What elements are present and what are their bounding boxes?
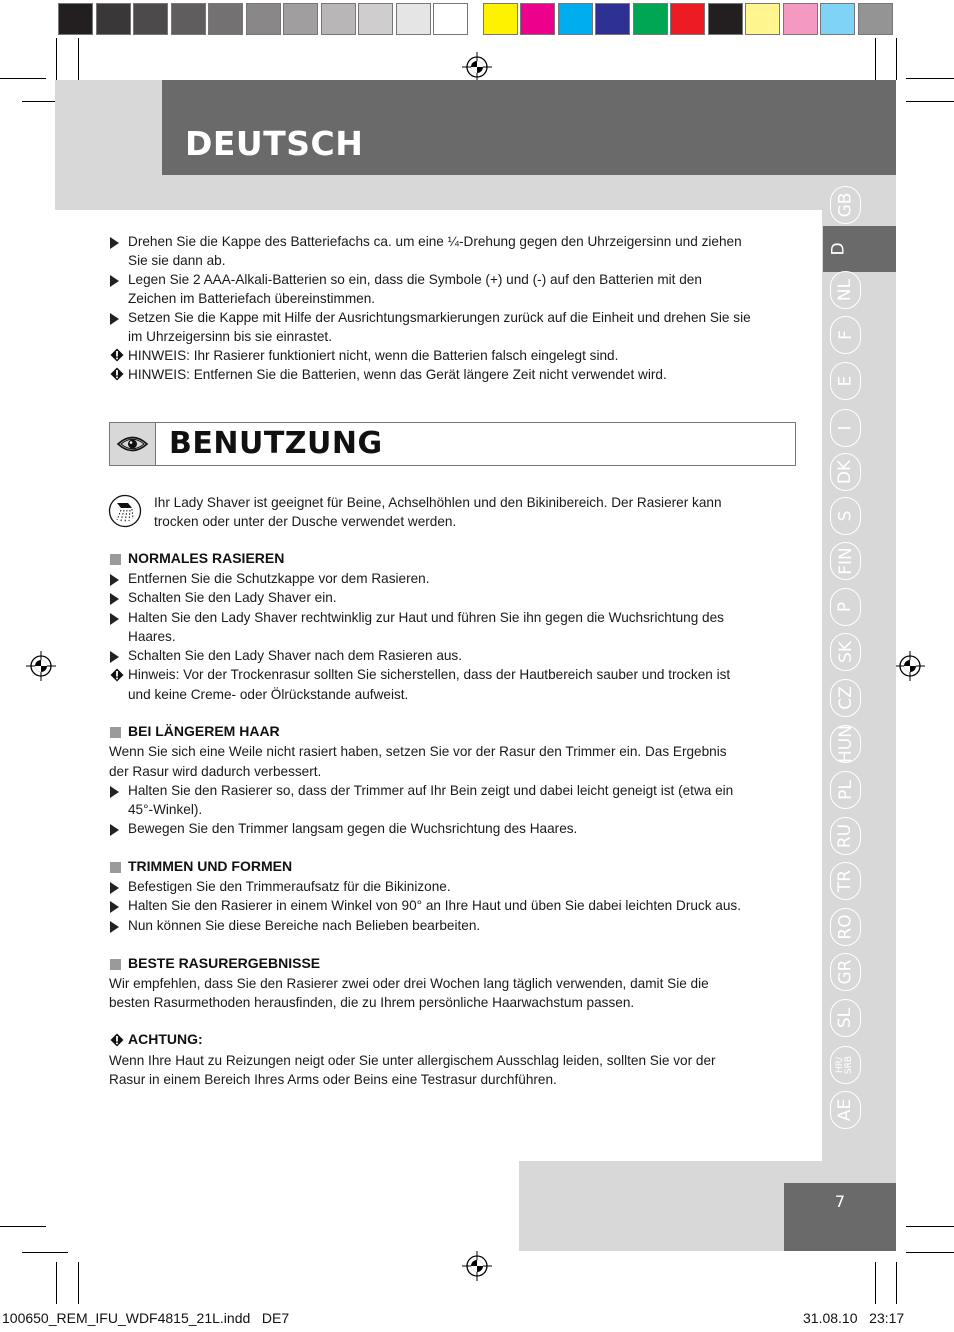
language-tab-ru[interactable]	[830, 817, 861, 855]
crop-mark	[0, 1226, 46, 1227]
heading-square-icon	[110, 554, 121, 565]
instruction-text: Halten Sie den Rasierer so, dass der Trimmer auf Ihr Bein zeigt und dabei leicht geneigt ist (etwa ein	[128, 783, 734, 798]
language-tab-gr[interactable]	[830, 953, 861, 991]
language-tab-hrsrb[interactable]	[830, 1046, 861, 1084]
language-tab-p[interactable]	[830, 588, 861, 626]
language-tab-label: HR/ SRB	[835, 1055, 855, 1075]
warning-icon	[110, 1033, 124, 1047]
language-tab-label: FIN	[835, 547, 856, 575]
bullet-arrow-icon	[110, 921, 119, 933]
color-swatch	[558, 3, 593, 35]
heading-square-icon	[110, 862, 121, 873]
bullet-arrow-icon	[110, 824, 119, 836]
language-tab-label: S	[835, 510, 856, 522]
frame-top-band	[162, 175, 822, 210]
note-text: und keine Creme- oder Ölrückstande aufweist.	[128, 687, 409, 702]
language-tab-label: AE	[835, 1098, 856, 1122]
crop-mark	[56, 38, 57, 80]
bullet-arrow-icon	[110, 901, 119, 913]
instruction-text: Zeichen im Batteriefach übereinstimmen.	[128, 291, 376, 306]
bullet-arrow-icon	[110, 882, 119, 894]
gray-swatch	[358, 3, 393, 35]
language-tab-label: E	[835, 375, 856, 387]
color-swatch	[820, 3, 855, 35]
subsection-heading: BEI LÄNGEREM HAAR	[128, 723, 280, 739]
registration-mark-icon	[895, 651, 925, 681]
crop-mark	[906, 101, 954, 102]
bullet-arrow-icon	[110, 651, 119, 663]
gray-swatch	[171, 3, 206, 35]
section-icon-cell	[110, 423, 156, 465]
bullet-arrow-icon	[110, 275, 119, 287]
color-swatch	[708, 3, 743, 35]
gray-swatch	[96, 3, 131, 35]
crop-mark	[875, 1262, 876, 1304]
bullet-arrow-icon	[110, 593, 119, 605]
color-swatch	[595, 3, 630, 35]
language-tab-sk[interactable]	[830, 633, 861, 671]
instruction-text: im Uhrzeigersinn bis sie einrastet.	[128, 329, 332, 344]
language-tab-label: P	[835, 601, 856, 613]
color-swatch	[745, 3, 780, 35]
crop-mark	[78, 38, 79, 80]
crop-mark	[896, 1262, 897, 1304]
instruction-text: Befestigen Sie den Trimmeraufsatz für die Bikinizone.	[128, 879, 451, 894]
crop-mark	[56, 1262, 57, 1304]
color-swatch	[483, 3, 518, 35]
paragraph-text: der Rasur wird dadurch verbessert.	[109, 764, 322, 779]
color-swatch	[520, 3, 555, 35]
subsection-heading: TRIMMEN UND FORMEN	[128, 858, 293, 874]
gray-swatch	[58, 3, 93, 35]
language-tab-ae[interactable]	[830, 1091, 861, 1129]
color-swatch	[858, 3, 893, 35]
subsection-heading: BESTE RASURERGEBNISSE	[128, 955, 321, 971]
bullet-arrow-icon	[110, 574, 119, 586]
instruction-text: Sie sie dann ab.	[128, 253, 226, 268]
page-number: 7	[834, 1192, 846, 1211]
note-text: Hinweis: Vor der Trockenrasur sollten Sie sicherstellen, dass der Hautbereich sauber und trocken ist	[128, 667, 731, 682]
registration-mark-icon	[462, 1251, 492, 1281]
language-tab-label: GB	[835, 192, 856, 218]
instruction-text: Schalten Sie den Lady Shaver ein.	[128, 590, 337, 605]
language-tab-tr[interactable]	[830, 862, 861, 900]
language-tab-label: D	[828, 242, 849, 256]
crop-mark	[875, 38, 876, 80]
crop-mark	[906, 78, 954, 79]
footer-file-info: 100650_REM_IFU_WDF4815_21L.indd DE7	[2, 1310, 290, 1326]
paragraph-text: Rasur in einem Bereich Ihres Arms oder Beins eine Testrasur durchführen.	[109, 1072, 557, 1087]
note-text: HINWEIS: Entfernen Sie die Batterien, wenn das Gerät längere Zeit nicht verwendet wird.	[128, 367, 667, 382]
instruction-text: Entfernen Sie die Schutzkappe vor dem Rasieren.	[128, 571, 430, 586]
language-tab-label: DK	[835, 459, 856, 485]
shower-icon	[108, 494, 142, 528]
shower-note-text: trocken oder unter der Dusche verwendet werden.	[154, 514, 457, 529]
language-tab-i[interactable]	[830, 409, 861, 447]
color-swatch	[783, 3, 818, 35]
language-tab-cz[interactable]	[830, 679, 861, 717]
section-title: BENUTZUNG	[169, 426, 383, 461]
language-tab-label: CZ	[835, 686, 856, 710]
instruction-text: Schalten Sie den Lady Shaver nach dem Rasieren aus.	[128, 648, 463, 663]
gray-swatch	[283, 3, 318, 35]
registration-mark-icon	[26, 651, 56, 681]
language-tab-e[interactable]	[830, 362, 861, 400]
language-tab-gb[interactable]	[830, 186, 861, 224]
crop-mark	[906, 1252, 954, 1253]
gray-swatch	[208, 3, 243, 35]
language-tab-d[interactable]	[823, 226, 896, 272]
paragraph-text: Wenn Sie sich eine Weile nicht rasiert haben, setzen Sie vor der Rasur den Trimmer ein. Das Ergebnis	[109, 744, 727, 759]
gray-swatch	[133, 3, 168, 35]
caution-heading: ACHTUNG:	[128, 1031, 203, 1047]
instruction-text: Drehen Sie die Kappe des Batteriefachs ca. um eine ¼-Drehung gegen den Uhrzeigersinn und ziehen	[128, 234, 742, 249]
footer-date: 31.08.10 23:17	[803, 1310, 905, 1326]
eye-icon	[115, 431, 150, 457]
instruction-text: Nun können Sie diese Bereiche nach Belieben bearbeiten.	[128, 918, 481, 933]
instruction-text: Halten Sie den Rasierer in einem Winkel von 90° an Ihre Haut und üben Sie dabei leichten Druck aus.	[128, 898, 741, 913]
bullet-arrow-icon	[110, 237, 119, 249]
instruction-text: Haares.	[128, 629, 176, 644]
language-tab-nl[interactable]	[830, 271, 861, 309]
language-tab-label: SK	[835, 641, 856, 663]
crop-mark	[896, 38, 897, 80]
gray-swatch	[396, 3, 431, 35]
language-tab-f[interactable]	[830, 316, 861, 354]
language-tab-label: F	[835, 330, 856, 340]
gray-swatch	[321, 3, 356, 35]
crop-mark	[78, 1262, 79, 1304]
gray-swatch	[246, 3, 281, 35]
color-swatch	[633, 3, 668, 35]
language-tab-label: SL	[835, 1007, 856, 1029]
paragraph-text: Wenn Ihre Haut zu Reizungen neigt oder Sie unter allergischem Ausschlag leiden, sollten Sie vor der	[109, 1053, 716, 1068]
heading-square-icon	[110, 727, 121, 738]
paragraph-text: Wir empfehlen, dass Sie den Rasierer zwei oder drei Wochen lang täglich verwenden, damit Sie die	[109, 976, 709, 991]
color-calibration-bar	[55, 0, 896, 38]
crop-mark	[0, 78, 46, 79]
warning-icon	[110, 348, 124, 362]
language-tab-sl[interactable]	[830, 999, 861, 1037]
page-title: DEUTSCH	[185, 124, 364, 163]
registration-mark-icon	[462, 52, 492, 82]
language-tab-hun[interactable]	[830, 725, 861, 763]
language-tab-label: TR	[835, 869, 856, 893]
paragraph-text: besten Rasurmethoden herausfinden, die zu Ihrem persönliche Haarwachstum passen.	[109, 995, 635, 1010]
instruction-text: Setzen Sie die Kappe mit Hilfe der Ausrichtungsmarkierungen zurück auf die Einheit und drehen Sie sie	[128, 310, 751, 325]
warning-icon	[110, 668, 124, 682]
language-tab-s[interactable]	[830, 497, 861, 535]
language-tab-ro[interactable]	[830, 908, 861, 946]
frame-left-panel	[55, 80, 162, 210]
instruction-text: Legen Sie 2 AAA-Alkali-Batterien so ein, dass die Symbole (+) und (-) auf den Batterien mit den	[128, 272, 702, 287]
bullet-arrow-icon	[110, 613, 119, 625]
language-tab-label: NL	[835, 278, 856, 302]
language-tab-label: RU	[835, 823, 856, 849]
instruction-text: Bewegen Sie den Trimmer langsam gegen die Wuchsrichtung des Haares.	[128, 821, 578, 836]
gray-swatch	[433, 3, 468, 35]
language-tab-label: HUN	[835, 725, 856, 763]
language-tab-label: I	[835, 425, 856, 431]
subsection-heading: NORMALES RASIEREN	[128, 550, 285, 566]
language-tab-label: RO	[835, 914, 856, 940]
language-tab-dk[interactable]	[830, 453, 861, 491]
shower-note-text: Ihr Lady Shaver ist geeignet für Beine, Achselhöhlen und den Bikinibereich. Der Rasierer kann	[154, 495, 722, 510]
instruction-text: Halten Sie den Lady Shaver rechtwinklig zur Haut und führen Sie ihn gegen die Wuchsrichtung des	[128, 610, 724, 625]
bullet-arrow-icon	[110, 313, 119, 325]
language-tab-label: GR	[835, 959, 856, 985]
language-tab-label: PL	[835, 780, 856, 800]
crop-mark	[22, 1252, 68, 1253]
language-tab-fin[interactable]	[830, 542, 861, 580]
language-tab-pl[interactable]	[830, 771, 861, 809]
note-text: HINWEIS: Ihr Rasierer funktioniert nicht, wenn die Batterien falsch eingelegt sind.	[128, 348, 619, 363]
warning-icon	[110, 367, 124, 381]
crop-mark	[906, 1226, 954, 1227]
instruction-text: 45°-Winkel).	[128, 802, 203, 817]
bullet-arrow-icon	[110, 786, 119, 798]
color-swatch	[670, 3, 705, 35]
heading-square-icon	[110, 959, 121, 970]
